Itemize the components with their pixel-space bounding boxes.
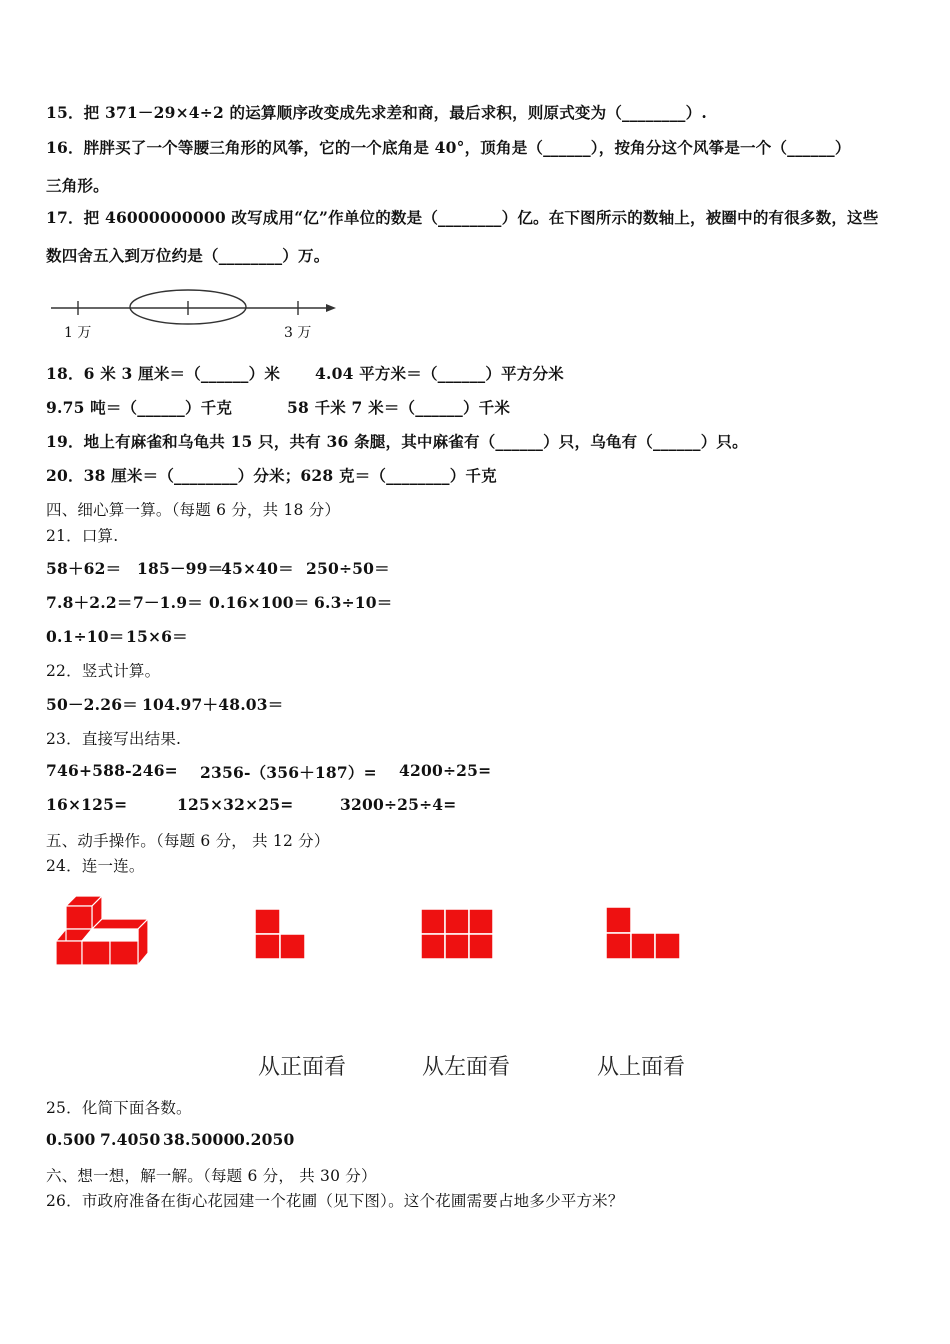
calc-item: 6.3÷10＝ [314, 593, 393, 612]
calc-item: 45×40＝ [221, 559, 294, 578]
section-4-heading: 四、细心算一算。（每题 6 分，共 18 分） [46, 501, 341, 519]
calc-item: 2356-（356＋187）= [200, 763, 377, 782]
question-16: 16．胖胖买了一个等腰三角形的风筝，它的一个底角是 40°，顶角是（______），按角分这个风筝是一个（______） [46, 138, 851, 157]
cube-stack-figure [52, 893, 152, 969]
label-top-view: 从上面看 [597, 1055, 686, 1080]
grid-view-figure [420, 908, 494, 960]
section-6-heading: 六、想一想，解一解。（每题 6 分， 共 30 分） [46, 1167, 377, 1185]
calc-item: 185－99＝ [137, 559, 224, 578]
question-19: 19．地上有麻雀和乌龟共 15 只，共有 36 条腿，其中麻雀有（______）只，乌龟有（______）只。 [46, 432, 748, 451]
calc-item: 250÷50＝ [306, 559, 390, 578]
number-item: 0.500 [46, 1130, 96, 1149]
label-left-view: 从左面看 [422, 1055, 511, 1080]
question-25: 25．化简下面各数。 [46, 1099, 192, 1117]
q18-item-4: 58 千米 7 米＝（______）千米 [287, 398, 511, 417]
question-17: 17．把 46000000000 改写成用“亿”作单位的数是（________）亿。在下图所示的数轴上，被圈中的有很多数，这些 [46, 208, 879, 227]
question-22: 22．竖式计算。 [46, 662, 161, 680]
q18-item-1: 18．6 米 3 厘米＝（______）米 [46, 364, 281, 383]
label-front-view: 从正面看 [258, 1055, 347, 1080]
calc-item: 746+588-246= [46, 761, 178, 780]
q18-item-3: 9.75 吨＝（______）千克 [46, 398, 233, 417]
side-view-figure [605, 906, 681, 960]
number-item: 0.2050 [234, 1130, 295, 1149]
calc-item: 16×125= [46, 795, 128, 814]
calc-item: 15×6＝ [126, 627, 188, 646]
question-17-cont: 数四舍五入到万位约是（________）万。 [46, 246, 330, 265]
question-26: 26．市政府准备在街心花园建一个花圃（见下图）。这个花圃需要占地多少平方米？ [46, 1192, 624, 1210]
question-24: 24．连一连。 [46, 857, 145, 875]
calc-item: 50－2.26＝ [46, 695, 138, 714]
front-view-figure [254, 908, 306, 960]
calc-item: 7－1.9＝ [133, 593, 203, 612]
calc-item: 58＋62＝ [46, 559, 122, 578]
question-23: 23．直接写出结果. [46, 730, 182, 748]
number-item: 7.4050 [100, 1130, 161, 1149]
number-line-left-label: 1 万 [64, 325, 92, 341]
calc-item: 3200÷25÷4= [340, 795, 457, 814]
section-5-heading: 五、动手操作。（每题 6 分， 共 12 分） [46, 832, 330, 850]
calc-item: 0.16×100＝ [209, 593, 310, 612]
question-21: 21．口算. [46, 527, 119, 545]
calc-item: 4200÷25= [399, 761, 492, 780]
calc-item: 104.97＋48.03＝ [142, 695, 284, 714]
question-16-cont: 三角形。 [46, 176, 109, 195]
calc-item: 7.8＋2.2＝ [46, 593, 133, 612]
q18-item-2: 4.04 平方米＝（______）平方分米 [315, 364, 564, 383]
question-20: 20．38 厘米＝（________）分米；628 克＝（________）千克 [46, 466, 497, 485]
number-line-right-label: 3 万 [284, 325, 312, 341]
calc-item: 125×32×25= [177, 795, 294, 814]
question-15: 15．把 371－29×4÷2 的运算顺序改变成先求差和商，最后求积，则原式变为（________）. [46, 103, 707, 122]
number-item: 38.5000 [163, 1130, 235, 1149]
calc-item: 0.1÷10＝ [46, 627, 125, 646]
